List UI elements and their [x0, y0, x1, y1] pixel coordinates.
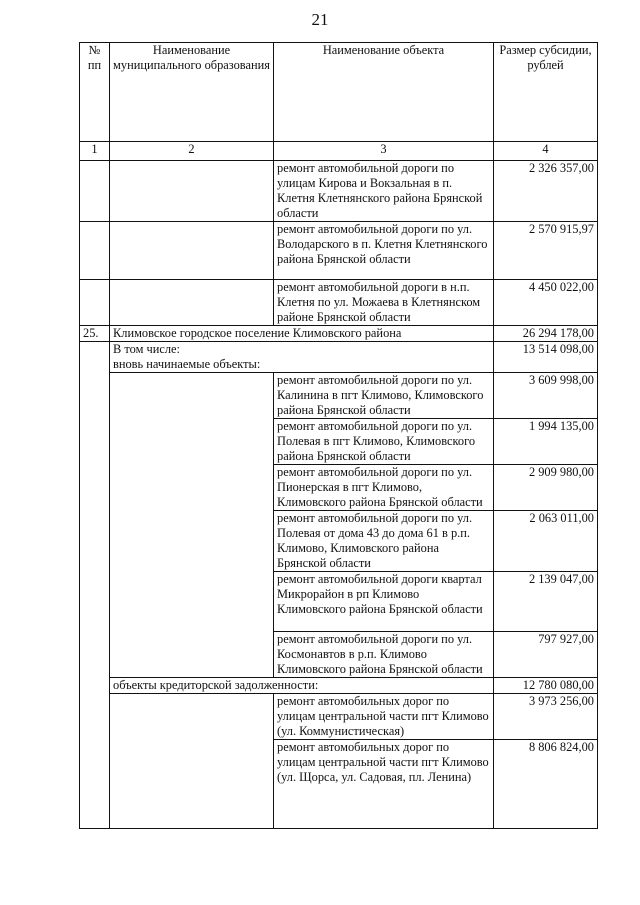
object-name: ремонт автомобильной дороги по ул. Володарского в п. Клетня Клетнянского района Брянской области	[274, 222, 494, 280]
table-row	[80, 373, 598, 419]
section-title: Климовское городское поселение Климовского района	[110, 326, 494, 342]
subtotal-label: В том числе: вновь начинаемые объекты:	[110, 342, 494, 373]
subtotal-row	[80, 342, 598, 373]
subsidy-amount: 2 909 980,00	[494, 465, 598, 511]
object-name: ремонт автомобильной дороги по ул. Калинина в пгт Климово, Климовского района Брянской области	[274, 373, 494, 419]
header-municipality: Наименование муниципального образования	[110, 43, 274, 142]
subsidy-amount: 797 927,00	[494, 632, 598, 678]
subsidy-amount: 2 570 915,97	[494, 222, 598, 280]
column-number: 1	[80, 142, 110, 161]
subsidy-table	[79, 42, 598, 829]
subtotal-label: объекты кредиторской задолженности:	[110, 678, 494, 694]
table-row	[80, 280, 598, 326]
subsidy-amount: 2 139 047,00	[494, 572, 598, 632]
object-name: ремонт автомобильной дороги в н.п. Клетня по ул. Можаева в Клетнянском районе Брянской области	[274, 280, 494, 326]
section-row	[80, 326, 598, 342]
section-num: 25.	[80, 326, 110, 342]
object-name: ремонт автомобильной дороги по ул. Космонавтов в р.п. Климово Климовского района Брянской области	[274, 632, 494, 678]
subsidy-amount: 1 994 135,00	[494, 419, 598, 465]
column-number: 3	[274, 142, 494, 161]
table-row	[80, 222, 598, 280]
subtotal-row	[80, 678, 598, 694]
object-name: ремонт автомобильной дороги по ул. Полевая от дома 43 до дома 61 в р.п. Климово, Климовского района Брянской области	[274, 511, 494, 572]
header-num: № пп	[80, 43, 110, 142]
column-number: 2	[110, 142, 274, 161]
subsidy-amount: 2 063 011,00	[494, 511, 598, 572]
table-row	[80, 161, 598, 222]
object-name: ремонт автомобильных дорог по улицам центральной части пгт Климово (ул. Коммунистическая)	[274, 694, 494, 740]
column-number-row	[80, 142, 598, 161]
table-header-row	[80, 43, 598, 142]
object-name: ремонт автомобильной дороги квартал Микрорайон в рп Климово Климовского района Брянской области	[274, 572, 494, 632]
header-amount: Размер субсидии, рублей	[494, 43, 598, 142]
subsidy-amount: 2 326 357,00	[494, 161, 598, 222]
subtotal-amount: 12 780 080,00	[494, 678, 598, 694]
header-object: Наименование объекта	[274, 43, 494, 142]
table-row	[80, 694, 598, 740]
column-number: 4	[494, 142, 598, 161]
subsidy-amount: 3 609 998,00	[494, 373, 598, 419]
subtotal-amount: 13 514 098,00	[494, 342, 598, 373]
subsidy-amount: 4 450 022,00	[494, 280, 598, 326]
object-name: ремонт автомобильной дороги по ул. Полевая в пгт Климово, Климовского района Брянской области	[274, 419, 494, 465]
page-number: 21	[311, 10, 329, 29]
subsidy-amount: 3 973 256,00	[494, 694, 598, 740]
section-amount: 26 294 178,00	[494, 326, 598, 342]
subsidy-amount: 8 806 824,00	[494, 740, 598, 829]
object-name: ремонт автомобильной дороги по ул. Пионерская в пгт Климово, Климовского района Брянской области	[274, 465, 494, 511]
object-name: ремонт автомобильных дорог по улицам центральной части пгт Климово (ул. Щорса, ул. Садовая, пл. Ленина)	[274, 740, 494, 829]
object-name: ремонт автомобильной дороги по улицам Кирова и Вокзальная в п. Клетня Клетнянского района Брянской области	[274, 161, 494, 222]
